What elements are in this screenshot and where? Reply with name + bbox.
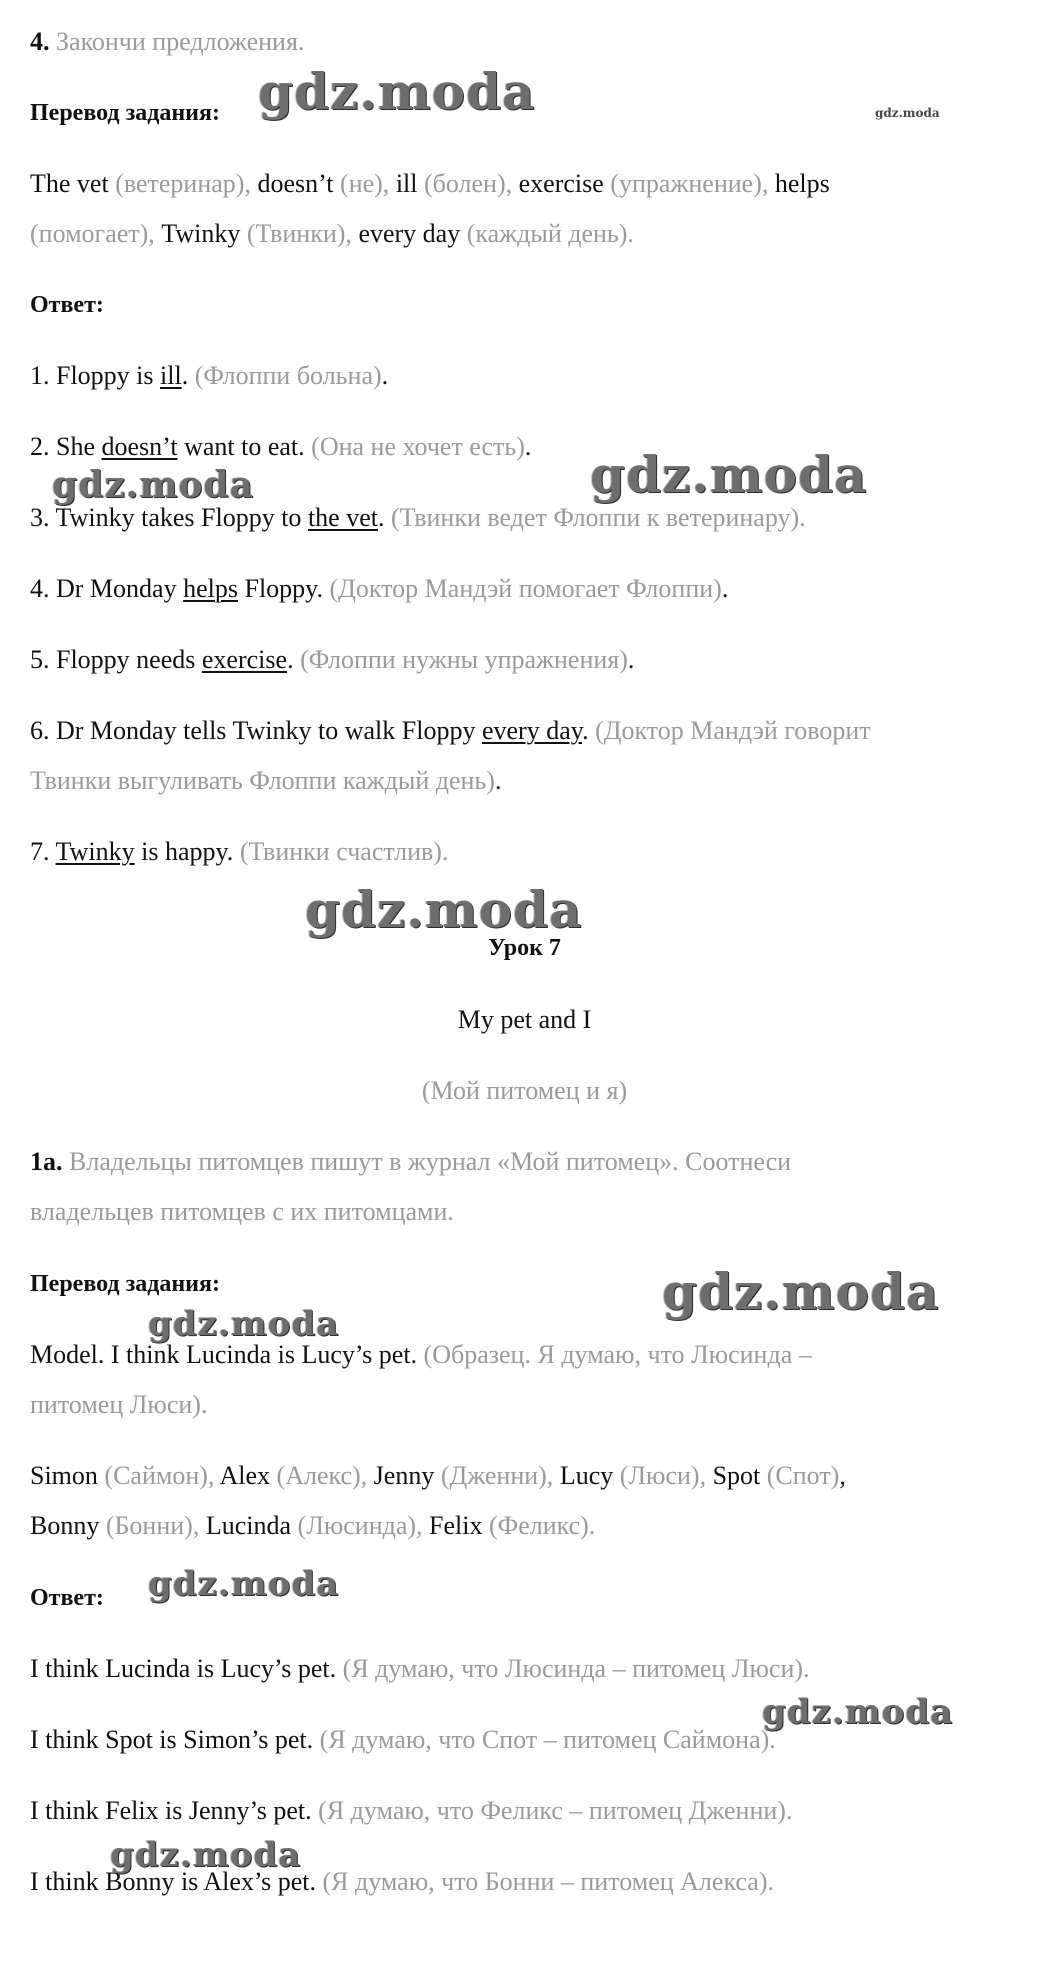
watermark-small: gdz.moda	[875, 106, 940, 120]
task4-number: 4.	[30, 27, 50, 56]
answer-underlined: doesn’t	[101, 432, 178, 461]
watermark-logo: gdz.moda	[590, 445, 868, 504]
answer-row	[30, 431, 531, 463]
answer-text: .	[181, 361, 189, 390]
vocab-ru: (ветеринар),	[115, 169, 251, 198]
answer-row	[30, 836, 448, 868]
answer-text: .	[582, 716, 589, 745]
answer-row	[30, 715, 871, 747]
answer-translation: (Доктор Мандэй помогает Флоппи)	[329, 574, 722, 603]
vocab-en: ill	[395, 169, 418, 198]
answer-text: 3. Twinky takes Floppy to	[30, 503, 308, 532]
answer-row	[30, 644, 634, 676]
watermark-logo: gdz.moda	[305, 880, 583, 939]
name-ru: (Саймон),	[104, 1461, 215, 1490]
answer-end: .	[524, 432, 532, 461]
lesson-title: Урок 7	[488, 935, 561, 961]
model-en: Model. I think Lucinda is Lucy’s pet.	[30, 1340, 418, 1369]
vocab-ru: (болен),	[423, 169, 513, 198]
name-ru: (Дженни),	[440, 1461, 554, 1490]
answer-text: .	[287, 645, 294, 674]
task1a-title: Владельцы питомцев пишут в журнал «Мой питомец». Соотнеси	[69, 1147, 792, 1176]
answer-en: I think Felix is Jenny’s pet.	[30, 1796, 312, 1825]
answer-text: want to eat.	[177, 432, 305, 461]
name-en: Spot	[712, 1461, 761, 1490]
watermark-logo: gdz.moda	[148, 1564, 340, 1604]
answer-translation: Твинки выгуливать Флоппи каждый день)	[30, 766, 495, 795]
watermark-logo: gdz.moda	[762, 1692, 954, 1732]
name-ru: (Алекс),	[276, 1461, 368, 1490]
task4-heading	[30, 26, 304, 58]
task4-title: Закончи предложения.	[56, 27, 305, 56]
name-ru: (Люсинда),	[297, 1511, 423, 1540]
watermark-logo: gdz.moda	[258, 62, 536, 121]
answer-ru: (Я думаю, что Феликс – питомец Дженни).	[318, 1796, 793, 1825]
answer-end: .	[494, 766, 502, 795]
answer-translation: (Доктор Мандэй говорит	[595, 716, 871, 745]
answer-text: 2. She	[30, 432, 102, 461]
task1a-model-ru2: питомец Люси).	[30, 1390, 208, 1419]
answer-underlined: helps	[183, 574, 238, 603]
task4-answer-label: Ответ:	[30, 292, 104, 318]
answer-text: is happy.	[134, 837, 234, 866]
vocab-ru: (Твинки),	[246, 219, 352, 248]
answer-underlined: Twinky	[55, 837, 135, 866]
task1a-answer-label: Ответ:	[30, 1585, 104, 1611]
task4-vocab-line-2	[30, 218, 634, 250]
answer-ru: (Я думаю, что Спот – питомец Саймона).	[319, 1725, 776, 1754]
answer-row-continued	[30, 765, 501, 797]
name-ru: (Феликс).	[489, 1511, 596, 1540]
answer-end: .	[627, 645, 635, 674]
lesson-subtitle-ru: (Мой питомец и я)	[421, 1076, 628, 1105]
vocab-ru: (не),	[340, 169, 390, 198]
answer-end: .	[381, 361, 389, 390]
answer-en: I think Bonny is Alex’s pet.	[30, 1867, 316, 1896]
watermark-logo: gdz.moda	[662, 1262, 940, 1321]
lesson-subtitle: My pet and I	[457, 1005, 592, 1034]
name-en: Lucy	[559, 1461, 614, 1490]
names-line-2	[30, 1510, 595, 1542]
answer-text: .	[377, 503, 385, 532]
answer-text: 1. Floppy is	[30, 361, 161, 390]
names-comma: ,	[839, 1461, 846, 1490]
name-en: Alex	[219, 1461, 271, 1490]
answer-text: 6. Dr Monday tells Twinky to walk Floppy	[30, 716, 482, 745]
vocab-ru: (каждый день).	[466, 219, 634, 248]
vocab-en: every day	[358, 219, 461, 248]
name-en: Bonny	[30, 1511, 100, 1540]
task1a-answer	[30, 1724, 776, 1756]
vocab-ru: (упражнение),	[610, 169, 769, 198]
name-ru: (Бонни),	[105, 1511, 200, 1540]
name-en: Felix	[429, 1511, 483, 1540]
answer-en: I think Spot is Simon’s pet.	[30, 1725, 314, 1754]
vocab-ru: (помогает),	[30, 219, 155, 248]
answer-underlined: ill	[160, 361, 182, 390]
answer-translation: (Твинки счастлив).	[239, 837, 449, 866]
task1a-answer	[30, 1653, 810, 1685]
name-en: Simon	[30, 1461, 98, 1490]
vocab-en: The vet	[30, 169, 109, 198]
task1a-translation-label: Перевод задания:	[30, 1271, 220, 1297]
watermark-logo: gdz.moda	[110, 1835, 302, 1875]
vocab-en: doesn’t	[257, 169, 334, 198]
task1a-number: 1a.	[30, 1147, 63, 1176]
answer-underlined: exercise	[201, 645, 288, 674]
answer-text: Floppy.	[237, 574, 323, 603]
answer-translation: (Флоппи нужны упражнения)	[300, 645, 628, 674]
task4-translation-label: Перевод задания:	[30, 100, 220, 126]
answer-end: .	[721, 574, 729, 603]
answer-row	[30, 502, 806, 534]
answer-ru: (Я думаю, что Люсинда – питомец Люси).	[342, 1654, 810, 1683]
answer-ru: (Я думаю, что Бонни – питомец Алекса).	[322, 1867, 774, 1896]
vocab-en: exercise	[518, 169, 604, 198]
answer-underlined: the vet	[307, 503, 378, 532]
watermark-logo: gdz.moda	[52, 464, 254, 506]
answer-text: 5. Floppy needs	[30, 645, 202, 674]
model-ru: (Образец. Я думаю, что Люсинда –	[423, 1340, 812, 1369]
task1a-title-line2: владельцев питомцев с их питомцами.	[30, 1197, 454, 1226]
answer-text: 4. Dr Monday	[30, 574, 184, 603]
task1a-answer	[30, 1795, 792, 1827]
name-ru: (Спот)	[766, 1461, 840, 1490]
answer-translation: (Твинки ведет Флоппи к ветеринару).	[390, 503, 806, 532]
name-en: Lucinda	[205, 1511, 292, 1540]
answer-underlined: every day	[481, 716, 583, 745]
names-line-1	[30, 1460, 846, 1492]
task4-vocab-line-1	[30, 168, 830, 200]
name-ru: (Люси),	[619, 1461, 707, 1490]
answer-row	[30, 573, 728, 605]
vocab-en: Twinky	[161, 219, 241, 248]
vocab-en: helps	[774, 169, 830, 198]
watermark-logo: gdz.moda	[148, 1304, 340, 1344]
answer-en: I think Lucinda is Lucy’s pet.	[30, 1654, 337, 1683]
name-en: Jenny	[373, 1461, 435, 1490]
task1a-heading	[30, 1146, 791, 1178]
answer-row	[30, 360, 388, 392]
answer-text: 7.	[30, 837, 56, 866]
answer-translation: (Она не хочет есть)	[311, 432, 525, 461]
answer-translation: (Флоппи больна)	[194, 361, 382, 390]
